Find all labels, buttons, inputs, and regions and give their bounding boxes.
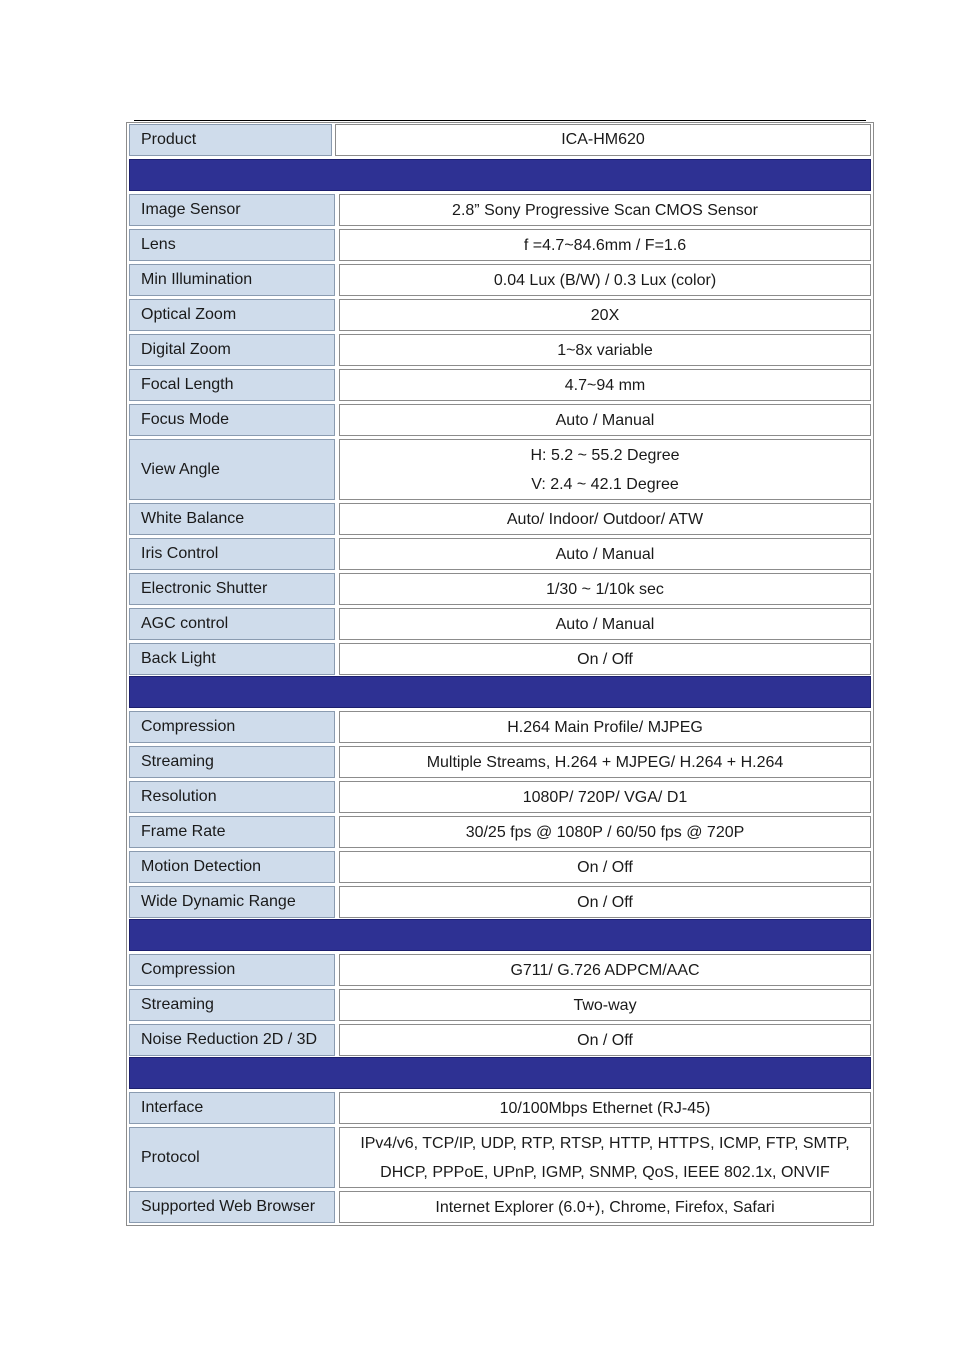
spec-label: Protocol: [129, 1127, 335, 1188]
spec-value-line: 1/30 ~ 1/10k sec: [546, 580, 664, 598]
spec-value-line: On / Off: [577, 858, 633, 876]
spec-value-line: 20X: [590, 306, 620, 324]
camera-spec-row: [129, 229, 871, 261]
video-spec-row: [129, 711, 871, 743]
spec-label: Frame Rate: [129, 816, 335, 848]
network-section-bar: [129, 1057, 871, 1089]
spec-value-line: Auto / Manual: [555, 411, 655, 429]
spec-label: Compression: [129, 954, 335, 986]
spec-label: Streaming: [129, 989, 335, 1021]
spec-value-line: 1~8x variable: [557, 341, 653, 359]
network-spec-row: [129, 1092, 871, 1124]
camera-spec-row: [129, 264, 871, 296]
spec-value: [339, 954, 871, 986]
spec-value-line: DHCP, PPPoE, UPnP, IGMP, SNMP, QoS, IEEE 802.1x, ONVIF: [380, 1163, 830, 1181]
spec-label: AGC control: [129, 608, 335, 640]
spec-label: Min Illumination: [129, 264, 335, 296]
camera-spec-row: [129, 404, 871, 436]
spec-value: [339, 1127, 871, 1188]
spec-value-line: G711/ G.726 ADPCM/AAC: [510, 961, 700, 979]
audio-spec-row: [129, 954, 871, 986]
spec-value: [339, 1191, 871, 1223]
spec-label: Digital Zoom: [129, 334, 335, 366]
camera-spec-row: [129, 369, 871, 401]
spec-value: [339, 264, 871, 296]
spec-value-line: H: 5.2 ~ 55.2 Degree: [530, 446, 680, 464]
product-row: [129, 124, 871, 156]
spec-value-line: f =4.7~84.6mm / F=1.6: [523, 236, 687, 254]
header-rule: [134, 120, 866, 121]
product-label: Product: [129, 124, 332, 156]
spec-label: Interface: [129, 1092, 335, 1124]
spec-value-line: 0.04 Lux (B/W) / 0.3 Lux (color): [493, 271, 717, 289]
spec-label: Motion Detection: [129, 851, 335, 883]
spec-label: Image Sensor: [129, 194, 335, 226]
camera-section-bar: [129, 159, 871, 191]
spec-value-line: Auto / Manual: [555, 615, 655, 633]
spec-label: Iris Control: [129, 538, 335, 570]
network-spec-row: [129, 1191, 871, 1223]
video-spec-row: [129, 746, 871, 778]
camera-spec-row: [129, 608, 871, 640]
spec-label: Noise Reduction 2D / 3D: [129, 1024, 335, 1056]
network-spec-row: [129, 1127, 871, 1188]
spec-value-line: Two-way: [573, 996, 637, 1014]
spec-label: Back Light: [129, 643, 335, 675]
spec-label: White Balance: [129, 503, 335, 535]
spec-value: [339, 711, 871, 743]
spec-value-line: V: 2.4 ~ 42.1 Degree: [531, 475, 679, 493]
audio-spec-row: [129, 1024, 871, 1056]
audio-section-bar: [129, 919, 871, 951]
spec-value: [339, 989, 871, 1021]
camera-spec-row: [129, 299, 871, 331]
video-spec-row: [129, 816, 871, 848]
spec-value-line: Internet Explorer (6.0+), Chrome, Firefox, Safari: [435, 1198, 775, 1216]
spec-value: [339, 608, 871, 640]
spec-value-line: On / Off: [577, 650, 633, 668]
spec-value-line: 10/100Mbps Ethernet (RJ-45): [499, 1099, 711, 1117]
camera-spec-row: [129, 439, 871, 500]
audio-spec-row: [129, 989, 871, 1021]
spec-value: [339, 503, 871, 535]
camera-spec-row: [129, 643, 871, 675]
spec-label: Streaming: [129, 746, 335, 778]
spec-table: [126, 122, 874, 1226]
video-spec-row: [129, 851, 871, 883]
spec-label: Supported Web Browser: [129, 1191, 335, 1223]
camera-spec-row: [129, 334, 871, 366]
spec-label: Compression: [129, 711, 335, 743]
camera-spec-row: [129, 573, 871, 605]
spec-value: [339, 334, 871, 366]
spec-value: [339, 1092, 871, 1124]
spec-value: [339, 194, 871, 226]
spec-label: Focus Mode: [129, 404, 335, 436]
spec-value-line: 1080P/ 720P/ VGA/ D1: [522, 788, 688, 806]
spec-value: [339, 229, 871, 261]
spec-label: Resolution: [129, 781, 335, 813]
spec-value: [339, 781, 871, 813]
spec-value: [339, 886, 871, 918]
product-value: ICA-HM620: [335, 124, 871, 156]
spec-value: [339, 816, 871, 848]
spec-value-line: Auto / Manual: [555, 545, 655, 563]
spec-value: [339, 746, 871, 778]
spec-label: Lens: [129, 229, 335, 261]
spec-value-line: On / Off: [577, 893, 633, 911]
video-section-bar: [129, 676, 871, 708]
spec-value: [339, 299, 871, 331]
audio-section: [129, 954, 871, 1056]
spec-label: Optical Zoom: [129, 299, 335, 331]
spec-value-line: IPv4/v6, TCP/IP, UDP, RTP, RTSP, HTTP, HTTPS, ICMP, FTP, SMTP,: [360, 1134, 850, 1152]
network-section: [129, 1092, 871, 1223]
spec-value: [339, 643, 871, 675]
spec-value-line: H.264 Main Profile/ MJPEG: [507, 718, 703, 736]
spec-value: [339, 573, 871, 605]
spec-value: [339, 851, 871, 883]
spec-label: View Angle: [129, 439, 335, 500]
spec-value: [339, 439, 871, 500]
video-spec-row: [129, 886, 871, 918]
spec-value: [339, 404, 871, 436]
spec-value-line: 2.8” Sony Progressive Scan CMOS Sensor: [452, 201, 758, 219]
camera-spec-row: [129, 503, 871, 535]
camera-spec-row: [129, 538, 871, 570]
spec-value: [339, 538, 871, 570]
spec-value-line: On / Off: [577, 1031, 633, 1049]
spec-value: [339, 369, 871, 401]
video-section: [129, 711, 871, 918]
spec-label: Focal Length: [129, 369, 335, 401]
spec-value: [339, 1024, 871, 1056]
camera-section: [129, 194, 871, 675]
spec-value-line: Multiple Streams, H.264 + MJPEG/ H.264 + H.264: [426, 753, 784, 771]
spec-value-line: Auto/ Indoor/ Outdoor/ ATW: [506, 510, 704, 528]
spec-value-line: 4.7~94 mm: [564, 376, 646, 394]
camera-spec-row: [129, 194, 871, 226]
video-spec-row: [129, 781, 871, 813]
spec-label: Wide Dynamic Range: [129, 886, 335, 918]
spec-value-line: 30/25 fps @ 1080P / 60/50 fps @ 720P: [465, 823, 745, 841]
spec-label: Electronic Shutter: [129, 573, 335, 605]
